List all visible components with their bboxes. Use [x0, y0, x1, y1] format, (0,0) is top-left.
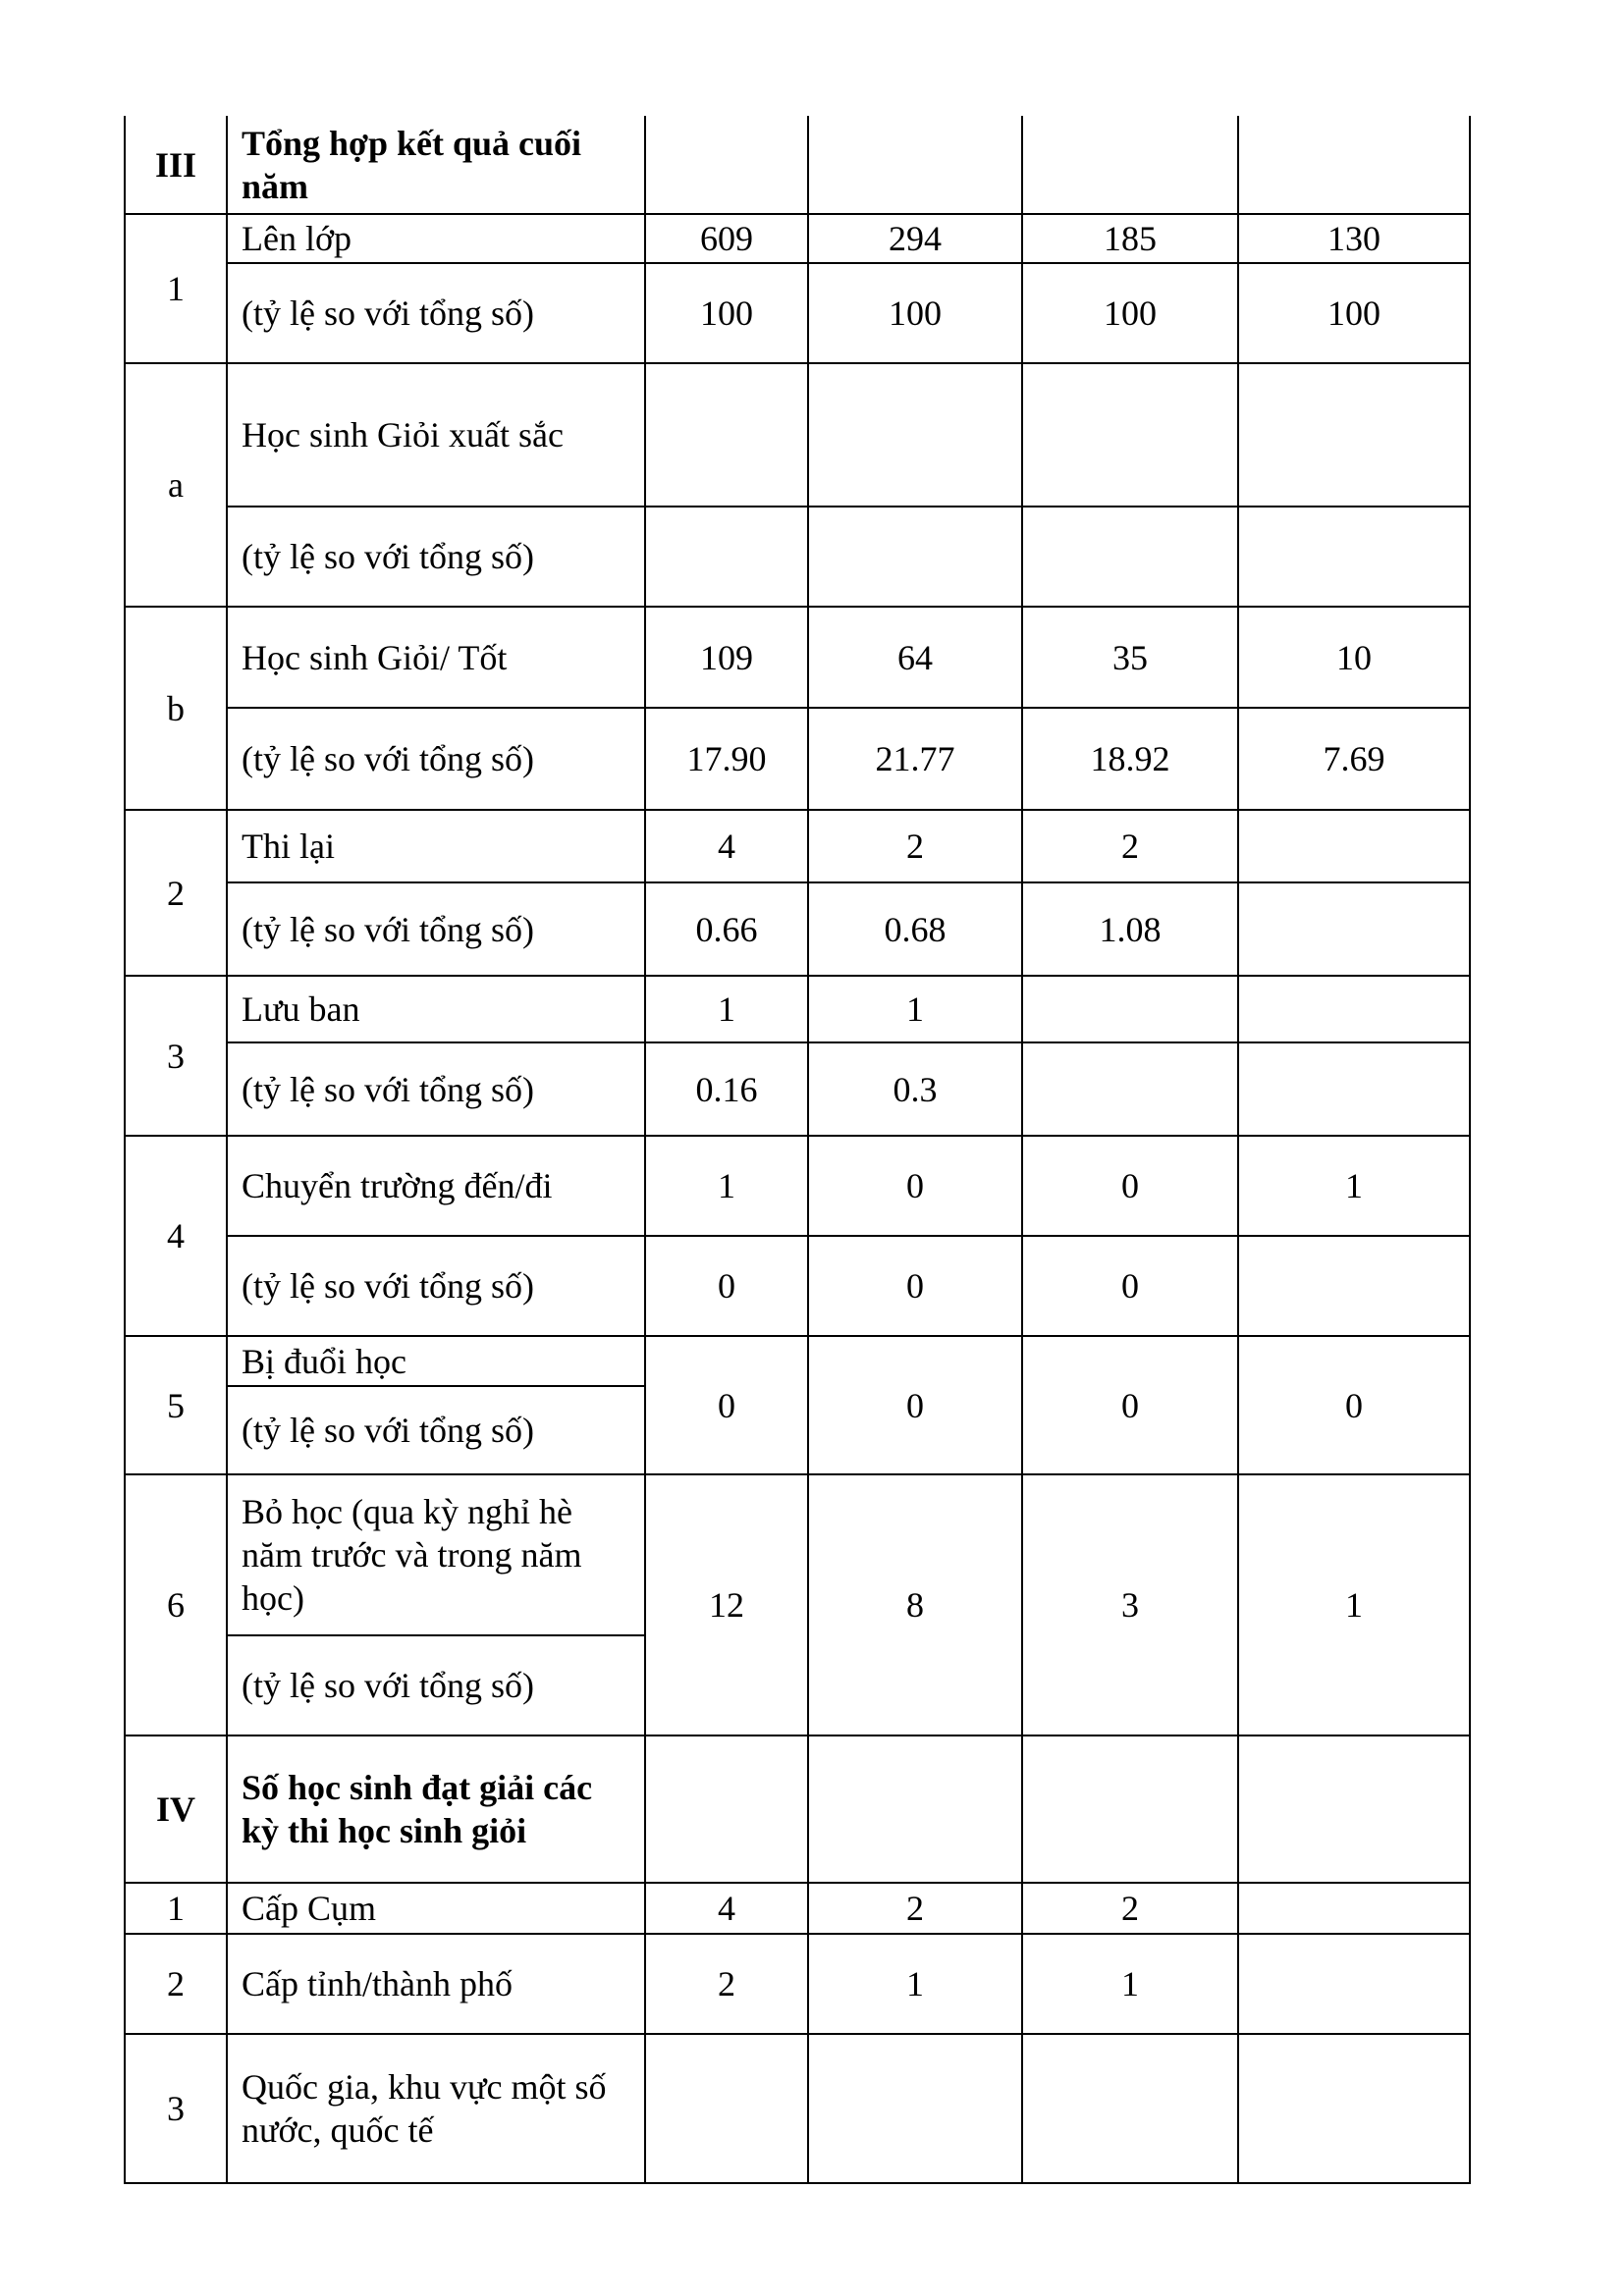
table-row — [125, 976, 1470, 1042]
row-number: 6 — [125, 1474, 227, 1735]
ratio-cell: 0 — [1022, 1236, 1238, 1336]
value-cell: 130 — [1238, 214, 1470, 263]
value-cell: 185 — [1022, 214, 1238, 263]
table-row — [125, 882, 1470, 976]
row-number: a — [125, 363, 227, 607]
empty-cell — [808, 116, 1022, 214]
table-row — [125, 1336, 1470, 1386]
value-cell: 1 — [1022, 1934, 1238, 2034]
empty-cell — [1022, 1735, 1238, 1883]
ratio-label: (tỷ lệ so với tổng số) — [227, 1236, 645, 1336]
ratio-cell: 17.90 — [645, 708, 808, 810]
row-label: Bỏ học (qua kỳ nghỉ hè năm trước và trong năm học) — [227, 1474, 645, 1635]
row-label: Thi lại — [227, 810, 645, 882]
ratio-cell — [1238, 1236, 1470, 1336]
empty-cell — [645, 116, 808, 214]
table-row — [125, 1042, 1470, 1136]
empty-cell — [645, 363, 808, 507]
ratio-label: (tỷ lệ so với tổng số) — [227, 708, 645, 810]
empty-cell — [1238, 116, 1470, 214]
value-cell: 3 — [1022, 1474, 1238, 1735]
results-table — [124, 116, 1471, 2184]
ratio-cell — [1022, 1042, 1238, 1136]
ratio-cell: 100 — [1238, 263, 1470, 363]
ratio-cell: 0.66 — [645, 882, 808, 976]
row-label: Lên lớp — [227, 214, 645, 263]
ratio-cell — [1238, 1042, 1470, 1136]
empty-cell — [808, 1735, 1022, 1883]
section-number: IV — [125, 1735, 227, 1883]
ratio-cell: 7.69 — [1238, 708, 1470, 810]
ratio-cell: 18.92 — [1022, 708, 1238, 810]
value-cell: 609 — [645, 214, 808, 263]
value-cell: 0 — [1238, 1336, 1470, 1474]
section-iii-header-row — [125, 116, 1470, 214]
empty-cell — [645, 1735, 808, 1883]
value-cell: 10 — [1238, 607, 1470, 708]
section-number: III — [125, 116, 227, 214]
value-cell: 1 — [1238, 1474, 1470, 1735]
ratio-label: (tỷ lệ so với tổng số) — [227, 1386, 645, 1474]
table-row — [125, 1474, 1470, 1635]
table-row — [125, 2034, 1470, 2183]
value-cell: 1 — [645, 1136, 808, 1236]
ratio-cell: 0.16 — [645, 1042, 808, 1136]
value-cell: 35 — [1022, 607, 1238, 708]
table-row — [125, 607, 1470, 708]
ratio-cell: 0 — [645, 1236, 808, 1336]
empty-cell — [1022, 363, 1238, 507]
value-cell — [1022, 2034, 1238, 2183]
section-title: Số học sinh đạt giải các kỳ thi học sinh giỏi — [227, 1735, 645, 1883]
value-cell: 0 — [808, 1336, 1022, 1474]
ratio-label: (tỷ lệ so với tổng số) — [227, 1635, 645, 1735]
row-number: 1 — [125, 214, 227, 363]
ratio-cell: 1.08 — [1022, 882, 1238, 976]
value-cell — [645, 2034, 808, 2183]
value-cell: 0 — [1022, 1136, 1238, 1236]
value-cell: 2 — [808, 1883, 1022, 1934]
row-number: 4 — [125, 1136, 227, 1336]
empty-cell — [1238, 363, 1470, 507]
row-label: Học sinh Giỏi/ Tốt — [227, 607, 645, 708]
empty-cell — [1238, 507, 1470, 607]
value-cell: 0 — [1022, 1336, 1238, 1474]
ratio-cell: 0 — [808, 1236, 1022, 1336]
ratio-cell: 0.3 — [808, 1042, 1022, 1136]
table-row — [125, 507, 1470, 607]
value-cell: 1 — [645, 976, 808, 1042]
row-number: 2 — [125, 1934, 227, 2034]
row-number: 5 — [125, 1336, 227, 1474]
value-cell: 1 — [808, 976, 1022, 1042]
row-number: 2 — [125, 810, 227, 976]
value-cell: 2 — [1022, 1883, 1238, 1934]
table-row — [125, 1883, 1470, 1934]
value-cell — [808, 2034, 1022, 2183]
ratio-label: (tỷ lệ so với tổng số) — [227, 263, 645, 363]
row-number: 1 — [125, 1883, 227, 1934]
section-title: Tổng hợp kết quả cuối năm — [227, 116, 645, 214]
table-row — [125, 810, 1470, 882]
table-row — [125, 1236, 1470, 1336]
table-row — [125, 1136, 1470, 1236]
ratio-cell: 0.68 — [808, 882, 1022, 976]
value-cell — [1238, 810, 1470, 882]
empty-cell — [1022, 116, 1238, 214]
ratio-label: (tỷ lệ so với tổng số) — [227, 882, 645, 976]
table-row — [125, 363, 1470, 507]
value-cell: 294 — [808, 214, 1022, 263]
value-cell: 4 — [645, 1883, 808, 1934]
value-cell: 2 — [808, 810, 1022, 882]
row-number: 3 — [125, 2034, 227, 2183]
value-cell: 64 — [808, 607, 1022, 708]
row-number: 3 — [125, 976, 227, 1136]
empty-cell — [808, 507, 1022, 607]
ratio-cell — [1238, 882, 1470, 976]
row-label: Chuyển trường đến/đi — [227, 1136, 645, 1236]
value-cell — [1238, 1934, 1470, 2034]
row-label: Lưu ban — [227, 976, 645, 1042]
ratio-cell: 21.77 — [808, 708, 1022, 810]
value-cell: 0 — [808, 1136, 1022, 1236]
table-row — [125, 708, 1470, 810]
ratio-label: (tỷ lệ so với tổng số) — [227, 1042, 645, 1136]
value-cell: 2 — [1022, 810, 1238, 882]
table-row — [125, 263, 1470, 363]
value-cell: 0 — [645, 1336, 808, 1474]
value-cell — [1022, 976, 1238, 1042]
empty-cell — [808, 363, 1022, 507]
section-iv-header-row — [125, 1735, 1470, 1883]
row-label: Cấp tỉnh/thành phố — [227, 1934, 645, 2034]
value-cell: 12 — [645, 1474, 808, 1735]
ratio-cell: 100 — [645, 263, 808, 363]
table-row — [125, 1934, 1470, 2034]
value-cell — [1238, 976, 1470, 1042]
value-cell: 8 — [808, 1474, 1022, 1735]
ratio-cell: 100 — [808, 263, 1022, 363]
empty-cell — [645, 507, 808, 607]
row-label: Học sinh Giỏi xuất sắc — [227, 363, 645, 507]
value-cell: 4 — [645, 810, 808, 882]
value-cell: 1 — [1238, 1136, 1470, 1236]
row-label: Quốc gia, khu vực một số nước, quốc tế — [227, 2034, 645, 2183]
table-row — [125, 214, 1470, 263]
value-cell — [1238, 1883, 1470, 1934]
value-cell: 109 — [645, 607, 808, 708]
row-number: b — [125, 607, 227, 810]
ratio-cell: 100 — [1022, 263, 1238, 363]
value-cell: 1 — [808, 1934, 1022, 2034]
row-label: Cấp Cụm — [227, 1883, 645, 1934]
ratio-label: (tỷ lệ so với tổng số) — [227, 507, 645, 607]
row-label: Bị đuổi học — [227, 1336, 645, 1386]
value-cell — [1238, 2034, 1470, 2183]
value-cell: 2 — [645, 1934, 808, 2034]
empty-cell — [1238, 1735, 1470, 1883]
empty-cell — [1022, 507, 1238, 607]
